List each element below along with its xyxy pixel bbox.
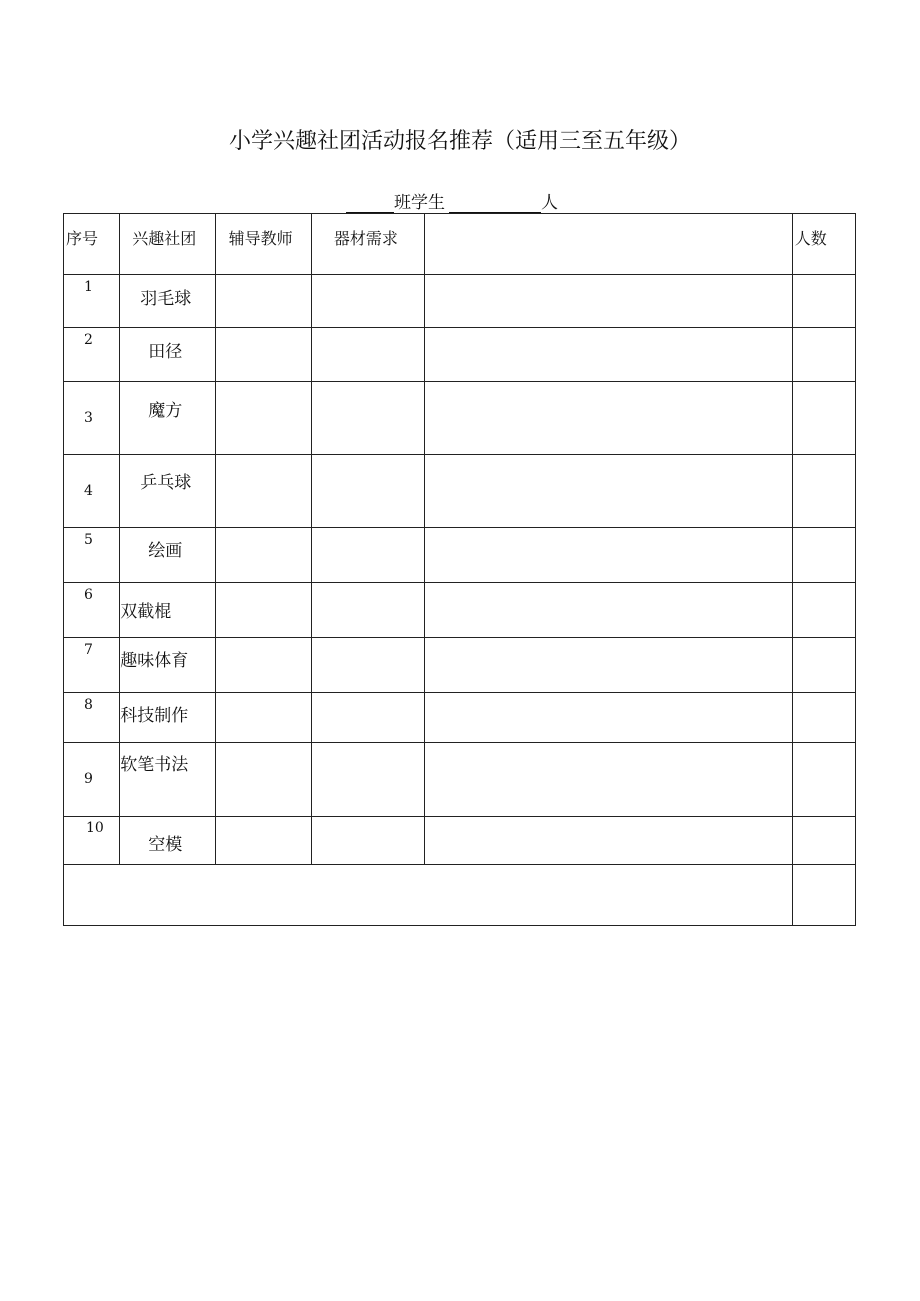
row-index: 5 [84,532,93,548]
row-index: 1 [84,279,93,295]
row-index: 8 [84,697,93,713]
cell-blank[interactable] [425,743,792,817]
cell-teacher[interactable] [215,328,311,382]
cell-teacher[interactable] [215,455,311,528]
cell-teacher[interactable] [215,528,311,583]
signup-table [63,213,856,926]
cell-index [64,528,120,583]
header-count [792,214,855,275]
cell-teacher[interactable] [215,693,311,743]
header-teacher [215,214,311,275]
cell-club [120,638,215,693]
header-equipment-label: 器材需求 [333,229,398,248]
header-count-label: 人数 [794,229,827,248]
cell-equipment[interactable] [311,743,424,817]
cell-blank[interactable] [425,382,792,455]
cell-equipment[interactable] [311,275,424,328]
count-blank[interactable] [449,192,541,213]
table-row [64,743,856,817]
cell-blank[interactable] [425,638,792,693]
cell-index [64,275,120,328]
cell-club [120,528,215,583]
cell-equipment[interactable] [311,455,424,528]
cell-equipment[interactable] [311,583,424,638]
row-index: 7 [84,642,93,658]
cell-count[interactable] [792,817,855,865]
cell-club [120,693,215,743]
class-blank[interactable] [346,192,394,213]
club-name: 双截棍 [120,602,172,622]
row-index: 3 [84,410,93,426]
club-name: 绘画 [148,541,183,561]
cell-index [64,693,120,743]
cell-index [64,328,120,382]
cell-count[interactable] [792,455,855,528]
table-row [64,638,856,693]
cell-teacher[interactable] [215,583,311,638]
table-row [64,528,856,583]
header-blank [425,214,792,275]
cell-club [120,328,215,382]
cell-blank[interactable] [425,817,792,865]
cell-blank[interactable] [425,455,792,528]
cell-index [64,817,120,865]
cell-blank[interactable] [425,528,792,583]
cell-blank[interactable] [425,328,792,382]
club-name: 科技制作 [120,706,189,726]
table-row [64,455,856,528]
cell-equipment[interactable] [311,382,424,455]
table-footer-row [64,865,856,926]
cell-teacher[interactable] [215,743,311,817]
person-label: 人 [541,193,558,213]
class-label: 班学生 [394,193,445,213]
row-index: 9 [84,771,93,787]
cell-club [120,583,215,638]
class-info-line [346,188,558,213]
cell-teacher[interactable] [215,638,311,693]
cell-equipment[interactable] [311,638,424,693]
header-index [64,214,120,275]
cell-equipment[interactable] [311,817,424,865]
cell-club [120,817,215,865]
cell-equipment[interactable] [311,693,424,743]
cell-index [64,583,120,638]
cell-count[interactable] [792,693,855,743]
header-equipment [311,214,424,275]
table-row [64,693,856,743]
cell-index [64,638,120,693]
row-index: 2 [84,332,93,348]
cell-club [120,275,215,328]
row-index: 4 [84,483,93,499]
cell-teacher[interactable] [215,382,311,455]
footer-cell[interactable] [64,865,793,926]
cell-count[interactable] [792,528,855,583]
table-row [64,382,856,455]
cell-count[interactable] [792,638,855,693]
header-club [120,214,215,275]
table-row [64,817,856,865]
page-title: 小学兴趣社团活动报名推荐（适用三至五年级） [228,129,691,154]
cell-blank[interactable] [425,275,792,328]
cell-count[interactable] [792,583,855,638]
cell-teacher[interactable] [215,275,311,328]
row-index: 10 [86,820,104,836]
cell-club [120,382,215,455]
cell-index [64,743,120,817]
cell-teacher[interactable] [215,817,311,865]
header-index-label: 序号 [66,229,99,248]
table-row [64,583,856,638]
club-name: 软笔书法 [120,755,189,775]
club-name: 魔方 [148,401,183,421]
cell-club [120,455,215,528]
club-name: 田径 [148,342,183,362]
cell-equipment[interactable] [311,528,424,583]
club-name: 空模 [148,835,183,855]
cell-count[interactable] [792,743,855,817]
header-club-label: 兴趣社团 [132,229,197,248]
cell-club [120,743,215,817]
table-row [64,328,856,382]
footer-count-cell[interactable] [792,865,855,926]
cell-count[interactable] [792,382,855,455]
cell-count[interactable] [792,328,855,382]
cell-blank[interactable] [425,693,792,743]
cell-index [64,382,120,455]
table-row [64,275,856,328]
club-name: 羽毛球 [140,289,192,309]
header-blank-label [425,214,791,226]
cell-index [64,455,120,528]
row-index: 6 [84,587,93,603]
cell-equipment[interactable] [311,328,424,382]
header-teacher-label: 辅导教师 [228,229,293,248]
club-name: 趣味体育 [120,651,189,671]
cell-blank[interactable] [425,583,792,638]
cell-count[interactable] [792,275,855,328]
table-header-row [64,214,856,275]
club-name: 乒乓球 [140,473,192,493]
